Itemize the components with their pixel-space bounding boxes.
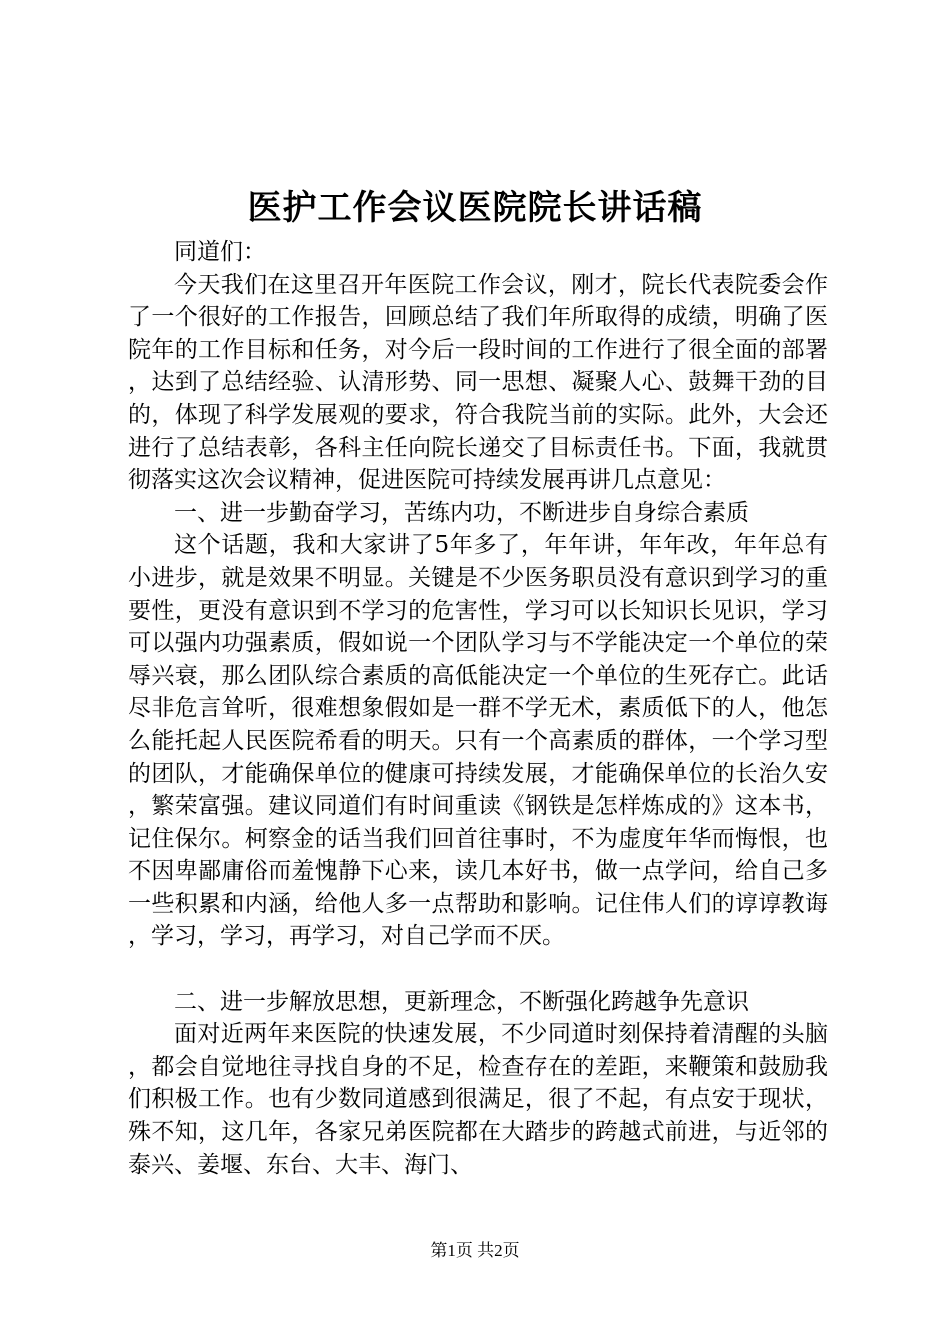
page-footer: 第1页 共2页 bbox=[430, 1241, 520, 1260]
section-2-paragraph: 面对近两年来医院的快速发展，不少同道时刻保持着清醒的头脑，都会自觉地往寻找自身的不足，检查存在的差距，来鞭策和鼓励我们积极工作。也有少数同道感到很满足，很了不起，有点安于现状，殊不知，这几年，各家兄弟医院都在大踏步的跨越式前进，与近邻的泰兴、姜堰、东台、大丰、海门、 bbox=[128, 1021, 828, 1178]
section-1-paragraph: 这个话题，我和大家讲了5年多了，年年讲，年年改，年年总有小进步，就是效果不明显。关键是不少医务职员没有意识到学习的重要性，更没有意识到不学习的危害性，学习可以长知识长见识，学习可以强内功强素质，假如说一个团队学习与不学能决定一个单位的荣辱兴衰，那么团队综合素质的高低能决定一个单位的生死存亡。此话尽非危言耸听，很难想象假如是一群不学无术，素质低下的人，他怎么能托起人民医院希看的明天。只有一个高素质的群体，一个学习型的团队，才能确保单位的健康可持续发展，才能确保单位的长治久安，繁荣富强。建议同道们有时间重读《钢铁是怎样炼成的》这本书，记住保尔。柯察金的话当我们回首往事时，不为虚度年华而悔恨，也不因卑鄙庸俗而羞愧静下心来，读几本好书，做一点学问，给自己多一些积累和内涵，给他人多一点帮助和影响。记住伟人们的谆谆教诲，学习，学习，再学习，对自己学而不厌。 bbox=[128, 532, 828, 950]
document-body bbox=[128, 236, 828, 1181]
section-heading-1: 一、进一步勤奋学习，苦练内功，不断进步自身综合素质 bbox=[174, 499, 749, 526]
salutation-paragraph: 同道们： bbox=[174, 239, 266, 265]
opening-paragraph: 今天我们在这里召开年医院工作会议，刚才，院长代表院委会作了一个很好的工作报告，回顾总结了我们年所取得的成绩，明确了医院年的工作目标和任务，对今后一段时间的工作进行了很全面的部署，达到了总结经验、认清形势、同一思想、凝聚人心、鼓舞干劲的目的，体现了科学发展观的要求，符合我院当前的实际。此外，大会还进行了总结表彰，各科主任向院长递交了目标责任书。下面，我就贯彻落实这次会议精神，促进医院可持续发展再讲几点意见： bbox=[128, 271, 828, 494]
section-heading-2: 二、进一步解放思想，更新理念，不断强化跨越争先意识 bbox=[174, 988, 749, 1015]
document-title: 医护工作会议医院院长讲话稿 bbox=[247, 188, 703, 228]
